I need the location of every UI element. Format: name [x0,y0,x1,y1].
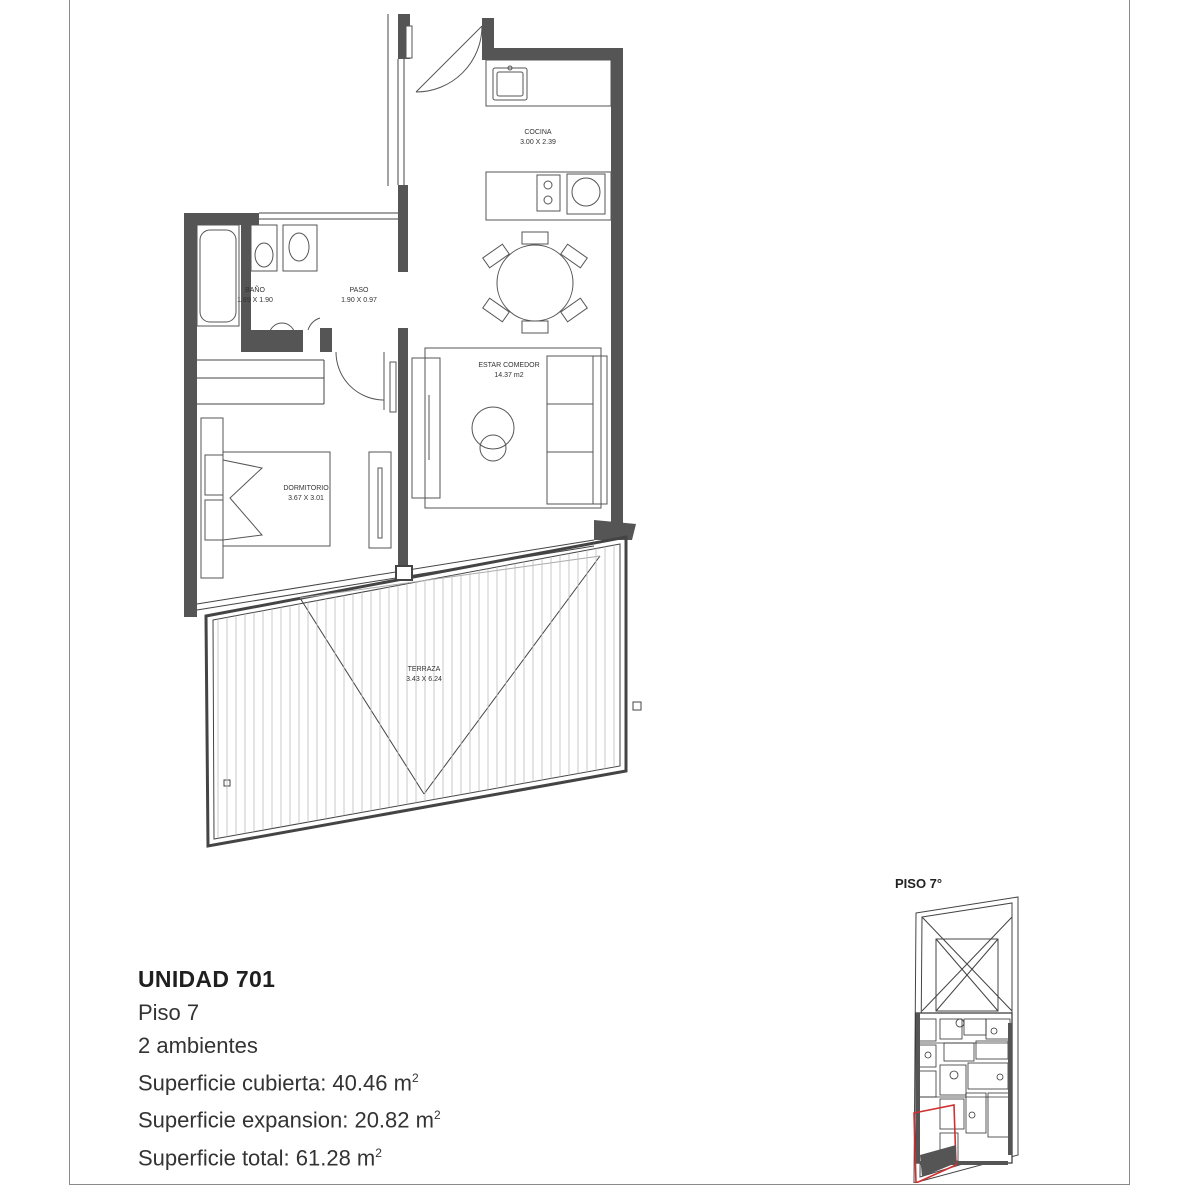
total-area-exponent: 2 [375,1145,382,1160]
key-plan-title: PISO 7° [895,876,943,891]
hall-label: PASO [349,287,369,294]
kitchen-dims: 3.00 X 2.39 [520,139,556,146]
unit-summary [138,966,441,1174]
bath-label: BAÑO [245,287,265,294]
bedroom-dims: 3.67 X 3.01 [288,495,324,502]
total-area [138,1137,441,1174]
expansion-area-exponent: 2 [433,1108,441,1123]
terrace-dims: 3.43 X 6.24 [406,676,442,683]
key-plan [900,893,1030,1183]
living-label: ESTAR COMEDOR [478,362,540,369]
deck-planks [218,545,614,838]
covered-area-text: Superficie cubierta: 40.46 m [138,1070,412,1096]
walls [184,14,636,617]
covered-area-exponent: 2 [411,1071,419,1085]
entry-door [406,26,482,92]
covered-area [138,1062,441,1099]
dining-set [483,232,588,333]
thin-lines [197,14,594,610]
hall-dims: 1.90 X 0.97 [341,297,377,304]
unit-rooms: 2 ambientes [138,1033,258,1058]
living-dims: 14.37 m2 [494,372,524,379]
kitchen-label: COCINA [524,129,552,136]
bedroom-fixtures [201,352,396,578]
unit-title: UNIDAD 701 [138,966,276,992]
unit-floor: Piso 7 [138,1000,200,1025]
total-area-text: Superficie total: 61.28 m [138,1144,376,1170]
bath-dims: 1.89 X 1.90 [237,297,273,304]
terrace-label: TERRAZA [407,666,441,673]
expansion-area-text: Superficie expansion: 20.82 m [138,1107,434,1133]
terrace [206,537,641,846]
expansion-area [138,1099,441,1136]
bedroom-label: DORMITORIO [283,485,329,492]
